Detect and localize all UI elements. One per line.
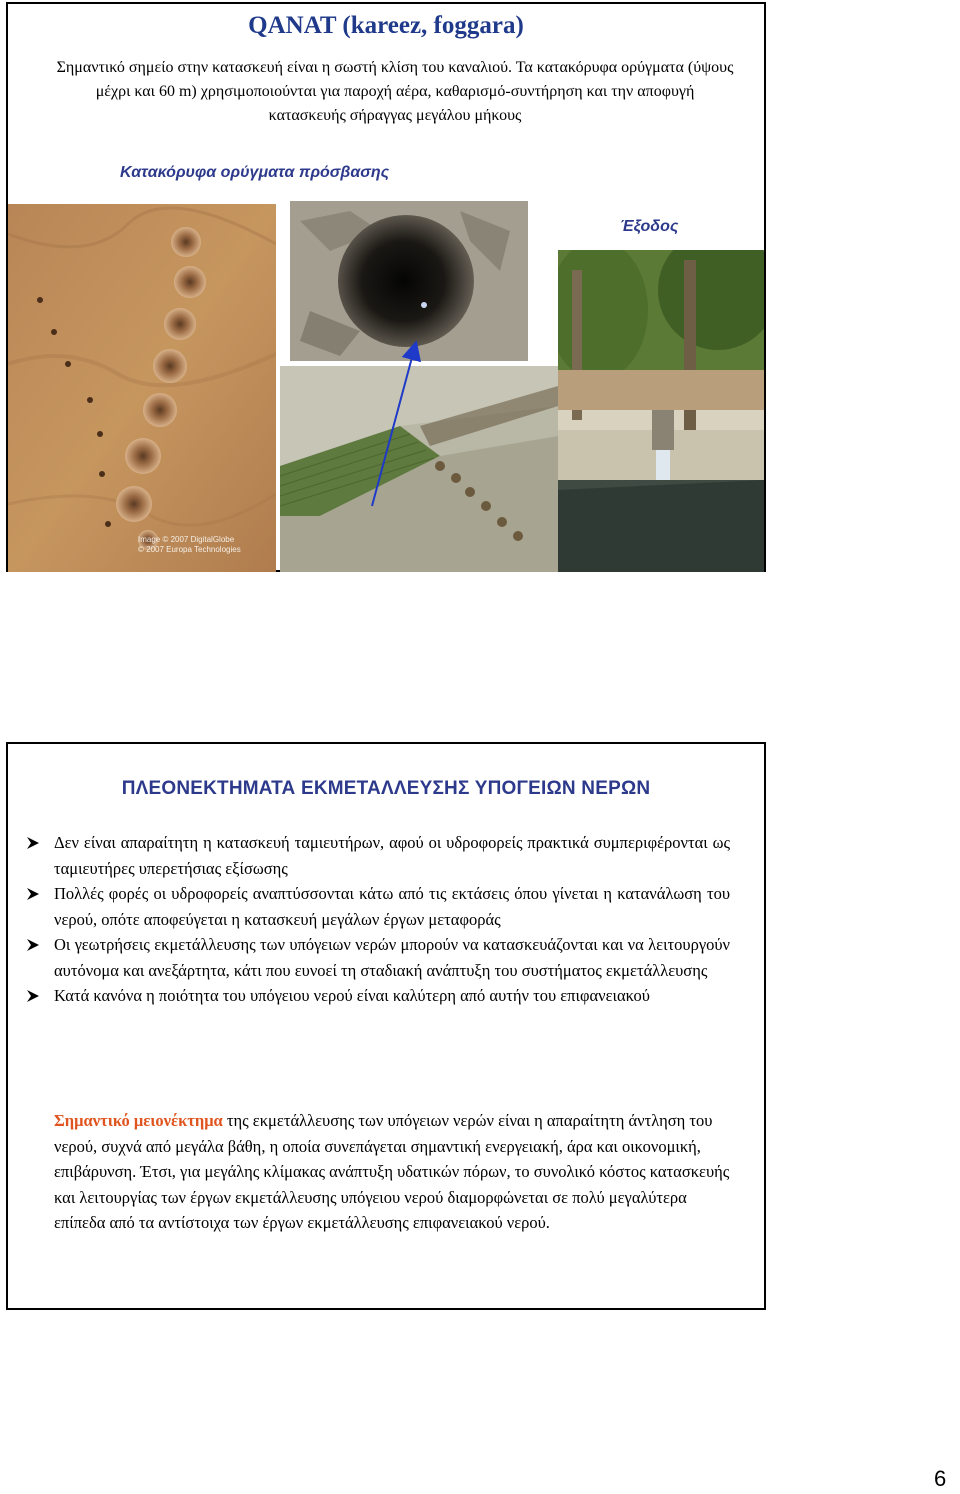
disadvantage-paragraph (54, 1108, 740, 1236)
sat-credit-1: Image © 2007 DigitalGlobe (138, 535, 235, 544)
advantages-title: ΠΛΕΟΝΕΚΤΗΜΑΤΑ ΕΚΜΕΤΑΛΛΕΥΣΗΣ ΥΠΟΓΕΙΩΝ ΝΕΡΩΝ (121, 778, 651, 799)
label-access-shafts: Κατακόρυφα ορύγματα πρόσβασης (120, 164, 390, 181)
outlet-photo (558, 250, 764, 572)
list-item (26, 881, 730, 932)
page-number: 6 (934, 1466, 947, 1491)
bullet-text: Δεν είναι απαραίτητη η κατασκευή ταμιευτήρων, αφού οι υδροφορείς πρακτικά συμπεριφέρονται ως ταμιευτήρες υπερετήσιας εξίσωσης (54, 833, 730, 878)
arrow-bullet-icon (26, 836, 40, 850)
list-item (26, 983, 730, 1009)
slide-advantages (6, 742, 766, 1310)
list-item (26, 830, 730, 881)
slide-qanat (6, 2, 766, 572)
satellite-photo (8, 204, 276, 572)
disadvantage-text: της εκμετάλλευσης των υπόγειων νερών είναι η απαραίτητη άντληση του νερού, συχνά από μεγάλα βάθη, η οποία συνεπάγεται σημαντική ενεργειακή, άρα και οικονομική, επιβάρυνση. Έτσι, για μεγάλης κλίμακας ανάπτυξη υδατικών πόρων, το συνολικό κόστος κατασκευής και λειτουργίας των έργων εκμετάλλευσης υπόγειου νερού διαμορφώνεται σε πολύ μεγαλύτερα επίπεδα από τα αντίστοιχα των έργων εκμετάλλευσης επιφανειακού νερού. (54, 1111, 730, 1232)
disadvantage-highlight: Σημαντικό μειονέκτημα (54, 1111, 223, 1130)
arrow-bullet-icon (26, 938, 40, 952)
advantages-list (26, 830, 730, 1009)
shaft-photo (290, 201, 528, 361)
intro-text: Σημαντικό σημείο στην κατασκευή είναι η σωστή κλίση του καναλιού. Τα κατακόρυφα ορύγματα (ύψους μέχρι και 60 m) χρησιμοποιούνται για παροχή αέρα, καθαρισμό-συντήρηση και την αποφυγή κατασκευής σήραγγας μεγάλου μήκους (56, 59, 734, 124)
arrow-bullet-icon (26, 989, 40, 1003)
sat-credit-2: © 2007 Europa Technologies (138, 545, 241, 554)
label-exit: Έξοδος (620, 218, 679, 235)
slide-title: QANAT (kareez, foggara) (248, 12, 524, 39)
list-item (26, 932, 730, 983)
bullet-text: Πολλές φορές οι υδροφορείς αναπτύσσονται κάτω από τις εκτάσεις όπου γίνεται η κατανάλωση του νερού, οπότε αποφεύγεται η κατασκευή μεγάλων έργων μεταφοράς (54, 884, 730, 929)
arrow-bullet-icon (26, 887, 40, 901)
bullet-text: Κατά κανόνα η ποιότητα του υπόγειου νερού είναι καλύτερη από αυτήν του επιφανειακού (54, 986, 650, 1005)
bullet-text: Οι γεωτρήσεις εκμετάλλευσης των υπόγειων νερών μπορούν να κατασκευάζονται και να λειτουργούν αυτόνομα και ανεξάρτητα, κάτι που ευνοεί τη σταδιακή ανάπτυξη του συστήματος εκμετάλλευσης (54, 935, 730, 980)
pointer-arrow (366, 340, 426, 510)
